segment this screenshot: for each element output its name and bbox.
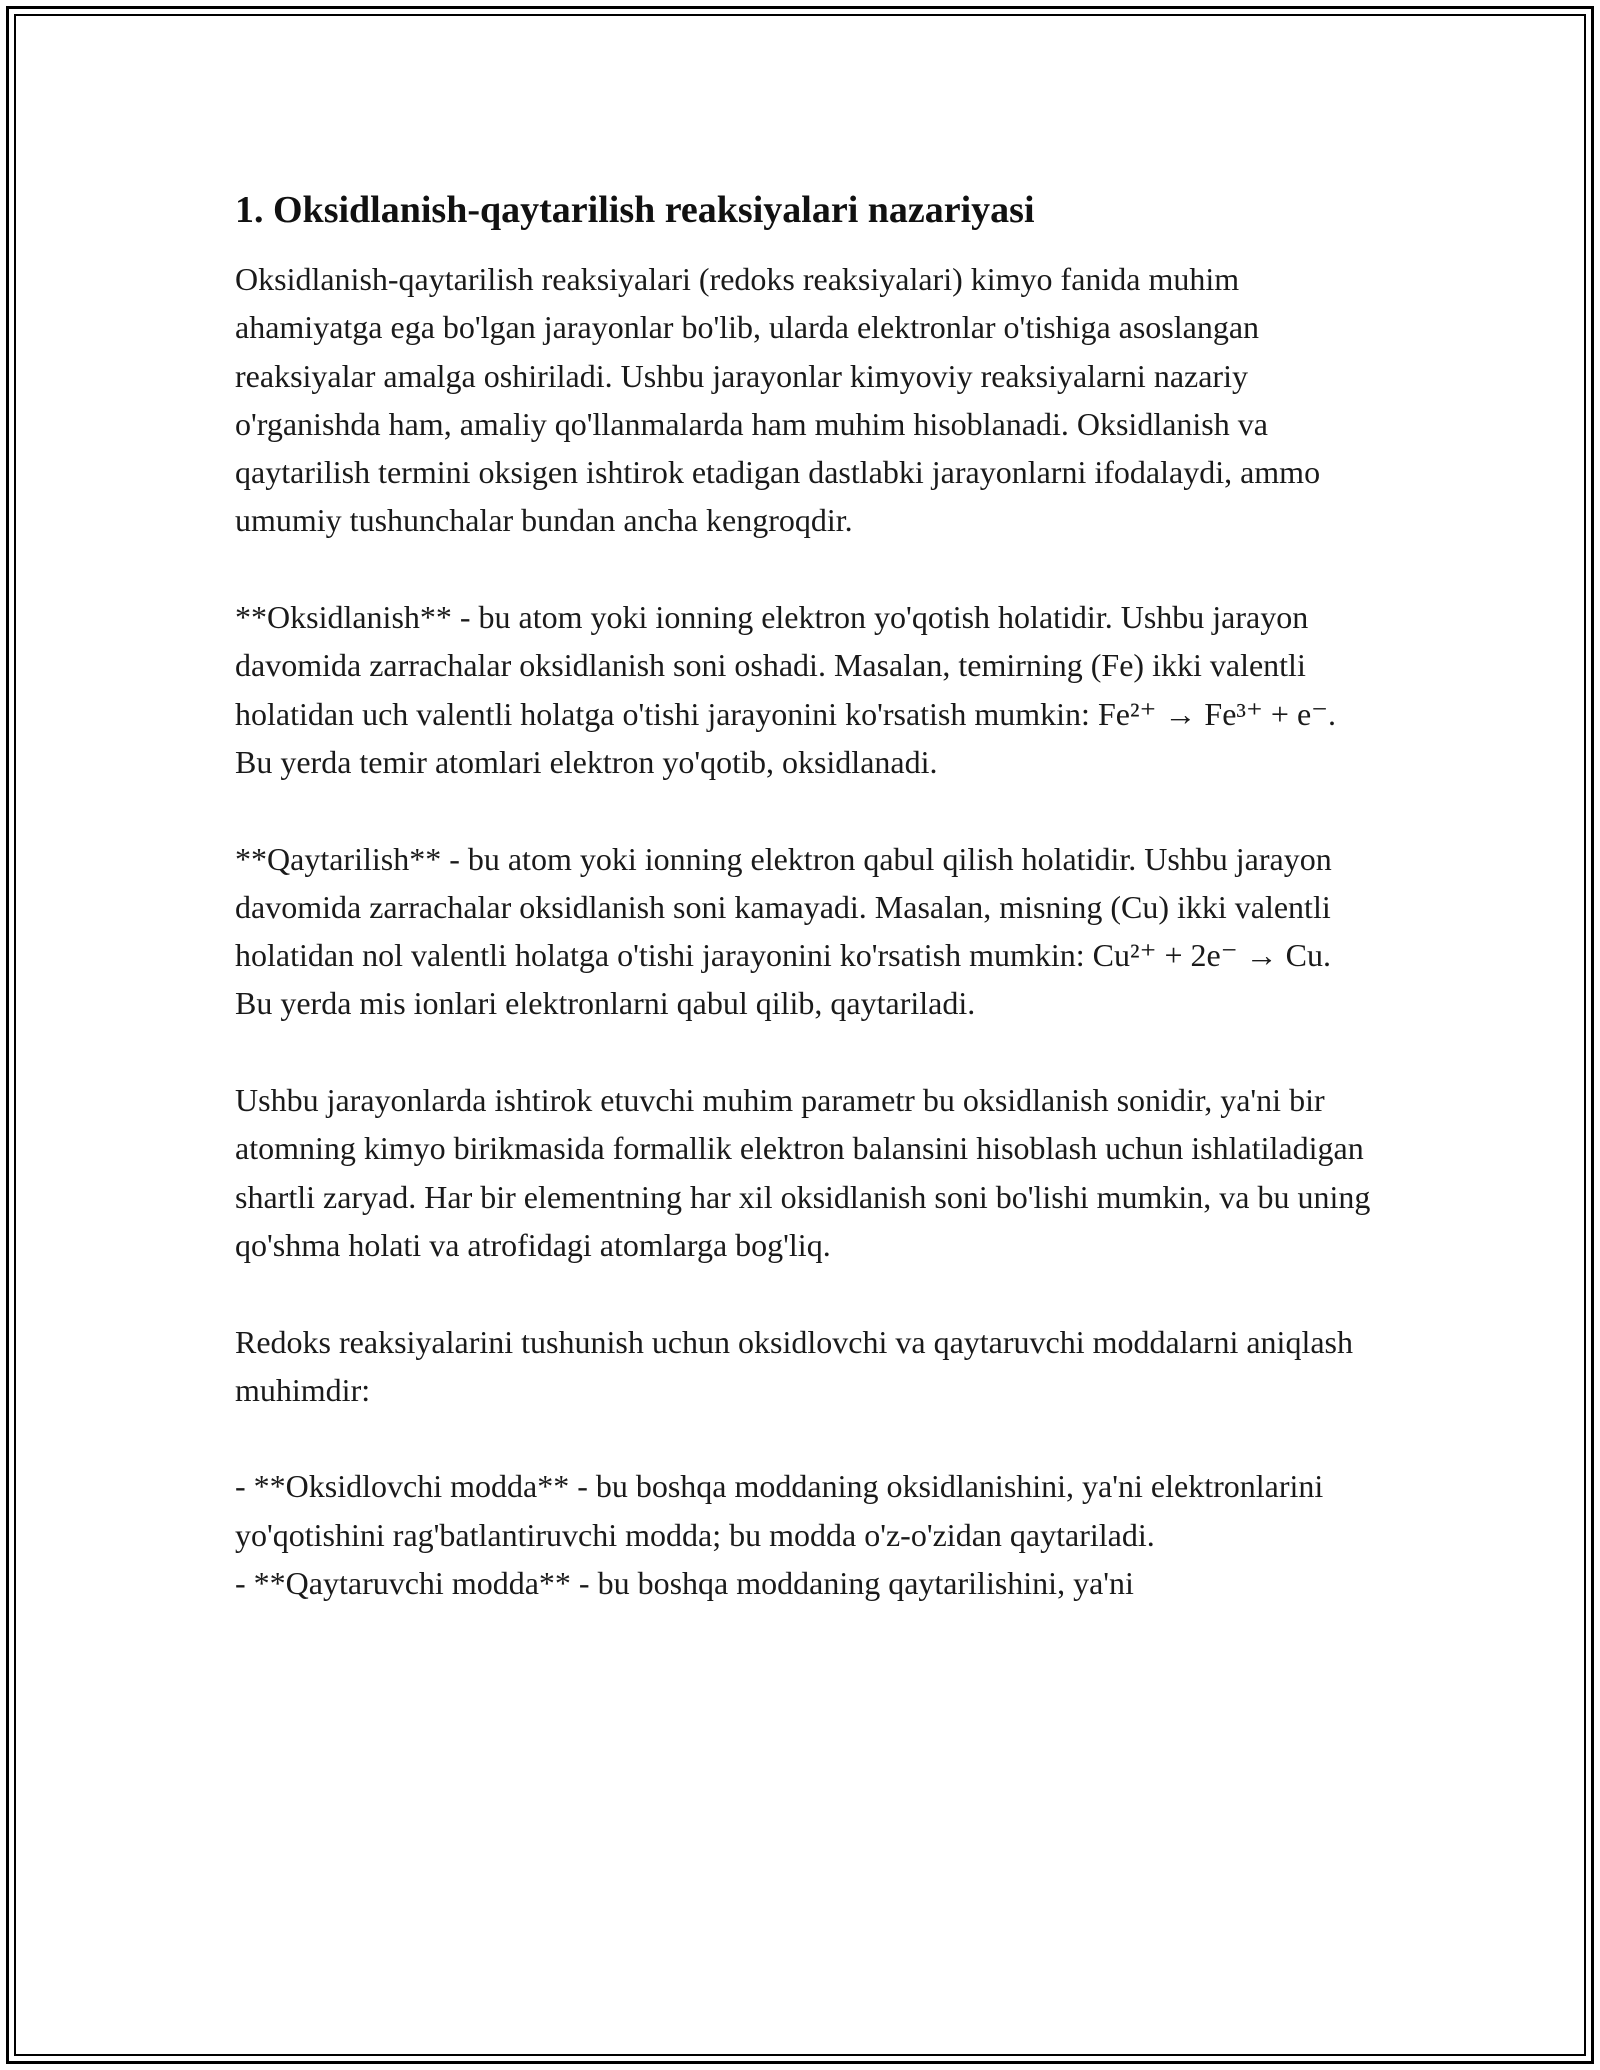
paragraph-list-intro: Redoks reaksiyalarini tushunish uchun oksidlovchi va qaytaruvchi moddalarni aniqlash muhimdir: <box>235 1323 1353 1408</box>
document-body <box>235 185 1375 1607</box>
paragraph-oxidation: **Oksidlanish** - bu atom yoki ionning elektron yo'qotish holatidir. Ushbu jarayon davomida zarrachalar oksidlanish soni oshadi. Masalan, temirning (Fe) ikki valentli holatidan uch valentli holatga o'tishi jarayonini ko'rsatish mumkin: Fe²⁺ → Fe³⁺ + e⁻. Bu yerda temir atomlari elektron yo'qotib, oksidlanadi. <box>235 599 1337 780</box>
section-heading: 1. Oksidlanish-qaytarilish reaksiyalari nazariyasi <box>235 189 1035 231</box>
list-item-oxidizer: - **Oksidlovchi modda** - bu boshqa moddaning oksidlanishini, ya'ni elektronlarini yo'qotishini rag'batlantiruvchi modda; bu modda o'z-o'zidan qaytariladi. <box>235 1468 1324 1553</box>
paragraph-intro: Oksidlanish-qaytarilish reaksiyalari (redoks reaksiyalari) kimyo fanida muhim ahamiyatga ega bo'lgan jarayonlar bo'lib, ularda elektronlar o'tishiga asoslangan reaksiyalar amalga oshiriladi. Ushbu jarayonlar kimyoviy reaksiyalarni nazariy o'rganishda ham, amaliy qo'llanmalarda ham muhim hisoblanadi. Oksidlanish va qaytarilish termini oksigen ishtirok etadigan dastlabki jarayonlarni ifodalaydi, ammo umumiy tushunchalar bundan ancha kengroqdir. <box>235 261 1321 539</box>
paragraph-reduction: **Qaytarilish** - bu atom yoki ionning elektron qabul qilish holatidir. Ushbu jarayon davomida zarrachalar oksidlanish soni kamayadi. Masalan, misning (Cu) ikki valentli holatidan nol valentli holatga o'tishi jarayonini ko'rsatish mumkin: Cu²⁺ + 2e⁻ → Cu. Bu yerda mis ionlari elektronlarni qabul qilib, qaytariladi. <box>235 840 1332 1022</box>
paragraph-oxidation-number: Ushbu jarayonlarda ishtirok etuvchi muhim parametr bu oksidlanish sonidir, ya'ni bir atomning kimyo birikmasida formallik elektron balansini hisoblash uchun ishlatiladigan shartli zaryad. Har bir elementning har xil oksidlanish soni bo'lishi mumkin, va bu uning qo'shma holati va atrofidagi atomlarga bog'liq. <box>235 1082 1371 1263</box>
list-item-reducer: - **Qaytaruvchi modda** - bu boshqa moddaning qaytarilishini, ya'ni <box>235 1565 1134 1602</box>
